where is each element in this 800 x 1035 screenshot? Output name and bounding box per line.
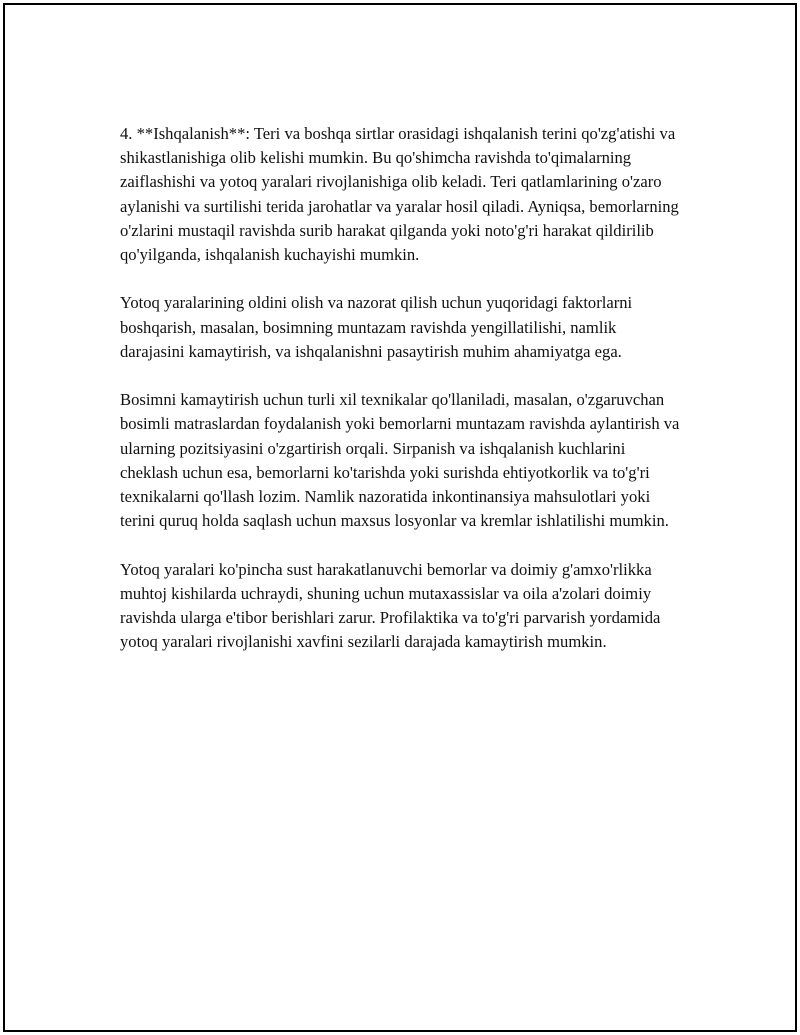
paragraph-conclusion: Yotoq yaralari ko'pincha sust harakatlanuvchi bemorlar va doimiy g'amxo'rlikka muhtoj kishilarda uchraydi, shuning uchun mutaxassislar va oila a'zolari doimiy ravishda ularga e'tibor berishlari zarur. Profilaktika va to'g'ri parvarish yordamida yotoq yaralari rivojlanishi xavfini sezilarli darajada kamaytirish mumkin. xyxy=(120,559,661,652)
paragraph-friction: 4. **Ishqalanish**: Teri va boshqa sirtlar orasidagi ishqalanish terini qo'zg'atishi va shikastlanishiga olib kelishi mumkin. Bu qo'shimcha ravishda to'qimalarning zaiflashishi va yotoq yaralari rivojlanishiga olib keladi. Teri qatlamlarining o'zaro aylanishi va surtilishi terida jarohatlar va yaralar hosil qiladi. Ayniqsa, bemorlarning o'zlarini mustaqil ravishda surib harakat qilganda yoki noto'g'ri harakat qildirilib qo'yilganda, ishqalanish kuchayishi mumkin. xyxy=(120,124,679,265)
document-body xyxy=(120,122,680,679)
document-page xyxy=(3,3,797,1032)
paragraph-pressure-reduction: Bosimni kamaytirish uchun turli xil texnikalar qo'llaniladi, masalan, o'zgaruvchan bosimli matraslardan foydalanish yoki bemorlarni muntazam ravishda aylantirish va ularning pozitsiyasini o'zgartirish orqali. Sirpanish va ishqalanish kuchlarini cheklash uchun esa, bemorlarni ko'tarishda yoki surishda ehtiyotkorlik va to'g'ri texnikalarni qo'llash lozim. Namlik nazoratida inkontinansiya mahsulotlari yoki terini quruq holda saqlash uchun maxsus losyonlar va kremlar ishlatilishi mumkin. xyxy=(120,390,680,531)
paragraph-prevention: Yotoq yaralarining oldini olish va nazorat qilish uchun yuqoridagi faktorlarni boshqarish, masalan, bosimning muntazam ravishda yengillatilishi, namlik darajasini kamaytirish, va ishqalanishni pasaytirish muhim ahamiyatga ega. xyxy=(120,293,633,361)
